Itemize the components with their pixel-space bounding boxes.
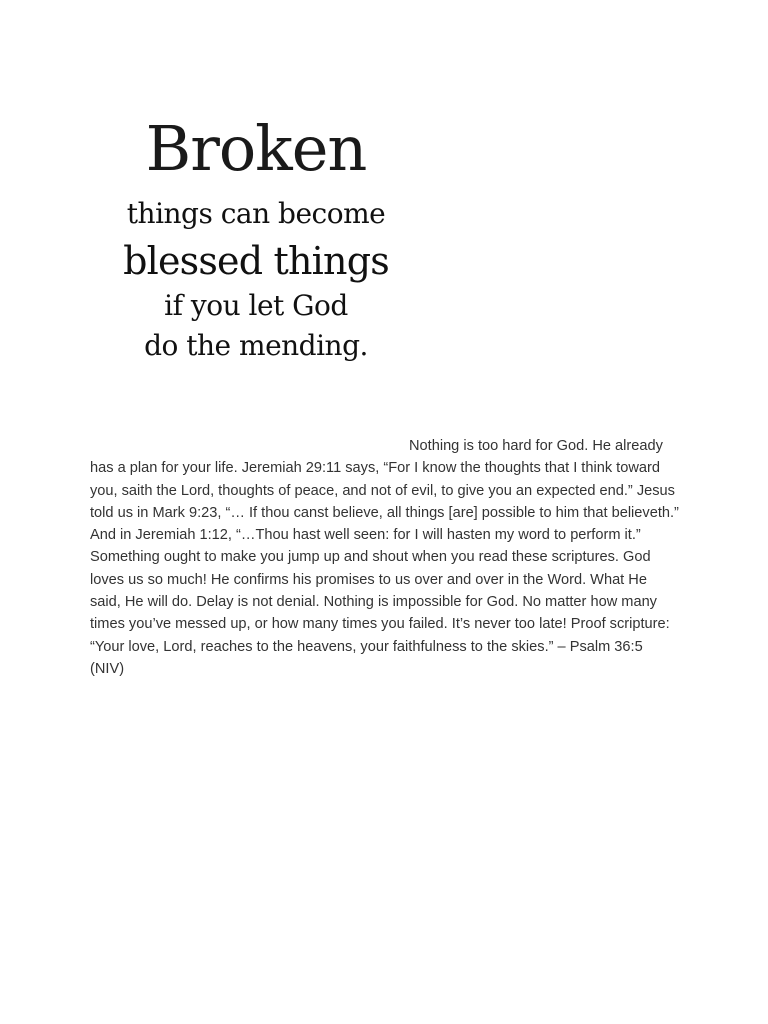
quote-line-broken: Broken [100,118,412,180]
quote-line-blessed-things: blessed things [123,239,389,283]
quote-graphic [100,112,412,428]
quote-line-things-can-become: things can become [126,197,386,230]
quote-line-do-the-mending: do the mending. [144,329,368,362]
body-paragraph: Nothing is too hard for God. He already has a plan for your life. Jeremiah 29:11 says, “For I know the thoughts that I think toward you, saith the Lord, thoughts of peace, and not of evil, to give you an expected end.” Jesus told us in Mark 9:23, “… If thou canst believe, all things [are] possible to him that believeth.” And in Jeremiah 1:12, “…Thou hast well seen: for I will hasten my word to perform it.” Something ought to make you jump up and shout when you read these scriptures. God loves us so much! He confirms his promises to us over and over in the Word. What He said, He will do. Delay is not denial. Nothing is impossible for God. No matter how many times you’ve messed up, or how many times you failed. It’s never too late! Proof scripture: “Your love, Lord, reaches to the heavens, your faithfulness to the skies.” – Psalm 36:5 (NIV) [90,438,679,677]
quote-line-if-you-let-god: if you let God [164,289,348,322]
